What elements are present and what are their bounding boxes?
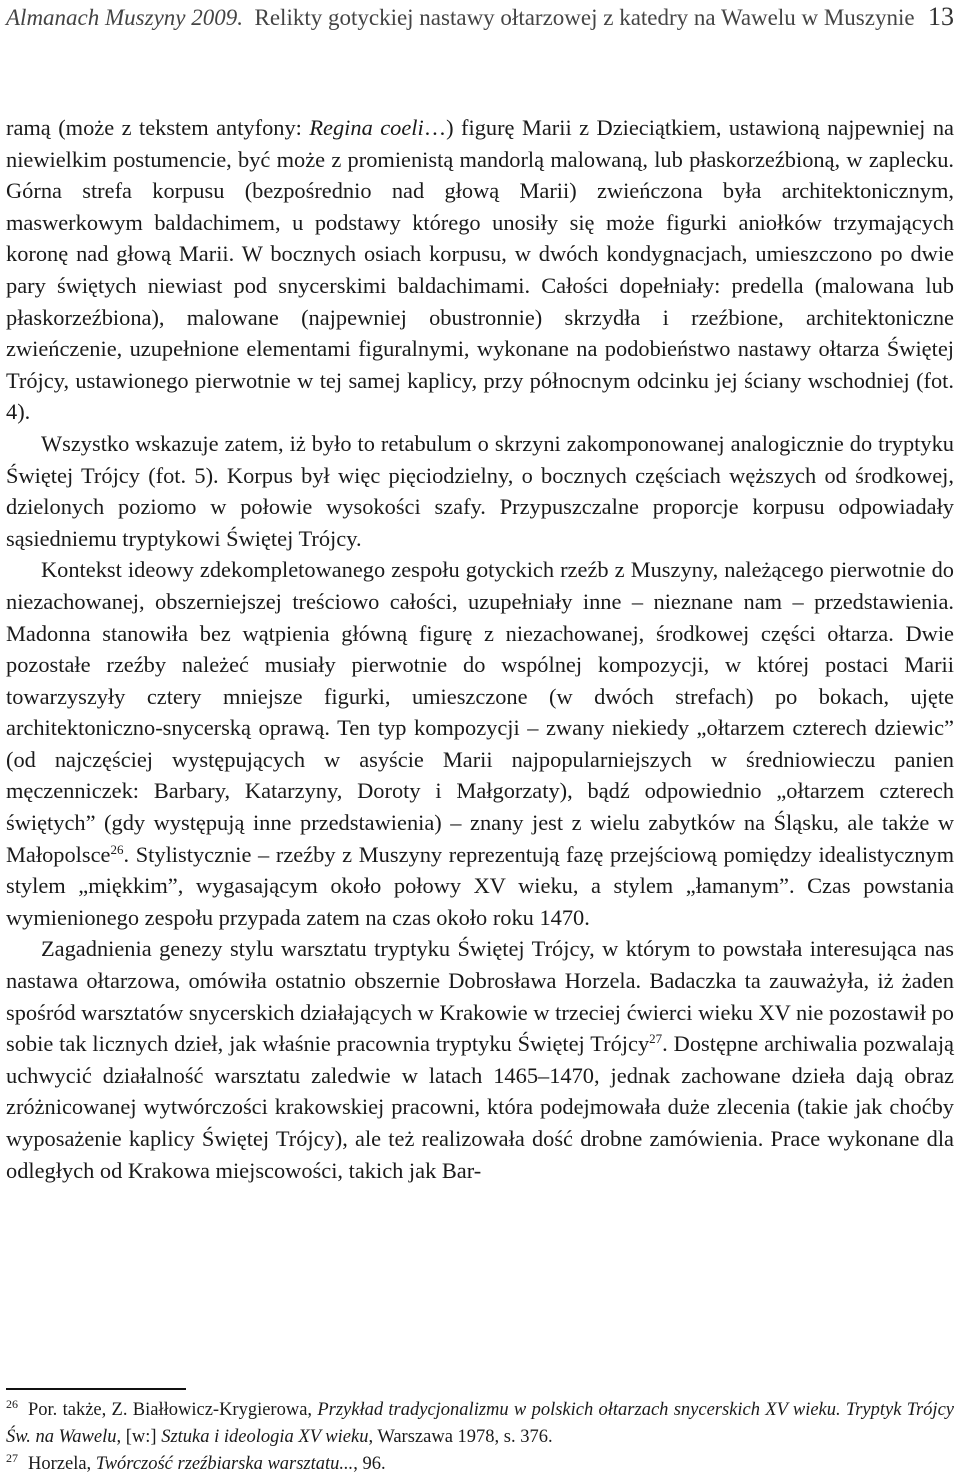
main-text (6, 112, 954, 1186)
paragraph-3-text-b: . Stylistycznie – rzeźby z Muszyny reprezentują fazę przejściową pomiędzy idealistycznym stylem „miękkim”, wygasającym około połowy XV wieku, a stylem „łamanym”. Czas powstania wymienionego zespołu przypada zatem na czas około roku 1470. (6, 841, 954, 930)
footnote-ref-26[interactable]: 26 (110, 841, 124, 857)
paragraph-1-italic: Regina coeli (309, 115, 424, 140)
journal-name: Almanach Muszyny 2009. (6, 5, 243, 30)
footnote-26-italic-a: Przykład tradycjonalizmu w polskich ołtarzach snycerskich XV wieku. Tryptyk Trójcy Św. na Wawelu (6, 1400, 954, 1447)
footnote-27-italic: Twórczość rzeźbiarska warsztatu... (95, 1454, 354, 1474)
paragraph-3 (6, 554, 954, 933)
running-header-title (6, 5, 915, 31)
footnote-ref-27[interactable]: 27 (649, 1031, 663, 1047)
footnote-27-text-b: , 96. (353, 1454, 386, 1474)
footnote-26-text-c: , Warszawa 1978, s. 376. (368, 1427, 553, 1447)
paragraph-3-text-a: Kontekst ideowy zdekompletowanego zespołu gotyckich rzeźb z Muszyny, należącego pierwotnie do niezachowanej, obszerniejszej treściowo całości, uzupełniały inne – nieznane nam – przedstawienia. Madonna stanowiła bez wątpienia główną figurę z niezachowanej, środkowej części ołtarza. Dwie pozostałe rzeźby należeć musiały pierwotnie do wspólnej kompozycji, w której postaci Marii towarzyszyły cztery mniejsze figurki, umieszczone (w dwóch strefach) po bokach, ujęte architektoniczno-snycerską oprawą. Ten typ kompozycji – zwany niekiedy „ołtarzem czterech dziewic” (od najczęściej występujących w asyście Marii najpopularniejszych w średniowieczu panien męczenniczek: Barbary, Katarzyny, Doroty i Małgorzaty), bądź odpowiednio „ołtarzem czterech świętych” (gdy występują inne przedstawienia) – znany jest z wielu zabytków na Śląsku, ale także w Małopolsce (6, 557, 954, 867)
footnote-26-mark: 26 (6, 1397, 18, 1411)
footnote-26 (6, 1397, 954, 1451)
footnote-27 (6, 1451, 954, 1478)
paragraph-1-text-a: ramą (może z tekstem antyfony: (6, 115, 310, 140)
paragraph-1-text-b: …) figurę Marii z Dzieciątkiem, ustawioną najpewniej na niewielkim postumencie, być może z promienistą mandorlą malowaną, lub płaskorzeźbioną, w zaplecku. Górna strefa korpusu (bezpośrednio nad głową Marii) zwieńczona była architektonicznym, maswerkowym baldachimem, u podstawy którego unosiły się może figurki aniołków trzymających koronę nad głową Marii. W bocznych osiach korpusu, w dwóch kondygnacjach, umieszczono po dwie pary świętych niewiast pod snycerskimi baldachimami. Całości dopełniały: predella (malowana lub płaskorzeźbiona), malowane (najpewniej obustronnie) skrzydła i rzeźbione, architektoniczne zwieńczenie, uzupełnione elementami figuralnymi, wykonane na podobieństwo nastawy ołtarza Świętej Trójcy, ustawionego pierwotnie w tej samej kaplicy, przy północnym odcinku jej ściany wschodniej (fot. 4). (6, 115, 954, 425)
paragraph-1 (6, 112, 954, 428)
paragraph-4 (6, 933, 954, 1186)
paragraph-2: Wszystko wskazuje zatem, iż było to retabulum o skrzyni zakomponowanej analogicznie do tryptyku Świętej Trójcy (fot. 5). Korpus był więc pięciodzielny, o bocznych częściach węższych od środkowej, dzielonych poziomo w połowie wysokości szafy. Przypuszczalne proporcje korpusu odpowiadały sąsiedniemu tryptykowi Świętej Trójcy. (6, 430, 954, 551)
footnote-26-text-b: , [w:] (116, 1427, 162, 1447)
footnote-27-mark: 27 (6, 1451, 18, 1465)
footnote-26-text-a: Por. także, Z. Białłowicz-Krygierowa, (28, 1400, 318, 1420)
paragraph-4-text-a: Zagadnienia genezy stylu warsztatu tryptyku Świętej Trójcy, w którym to powstała interesująca nas nastawa ołtarzowa, omówiła ostatnio obszernie Dobrosława Horzela. Badaczka ta zauważyła, iż żaden spośród warsztatów snycerskich działających w Krakowie w trzeciej ćwierci wieku XV nie pozostawił po sobie tak licznych dzieł, jak właśnie pracownia tryptyku Świętej Trójcy (6, 936, 954, 1057)
footnotes (6, 1397, 954, 1478)
article-title: Relikty gotyckiej nastawy ołtarzowej z katedry na Wawelu w Muszynie (254, 5, 915, 30)
footnote-27-text-a: Horzela, (28, 1454, 96, 1474)
footnote-26-italic-b: Sztuka i ideologia XV wieku (161, 1427, 369, 1447)
paragraph-4-text-b: . Dostępne archiwalia pozwalają uchwycić działalność warsztatu zaledwie w latach 1465–1470, jednak zachowane dzieła dają obraz zróżnicowanej wytwórczości krakowskiej pracowni, która podejmowała duże zlecenia (takie jak choćby wyposażenie kaplicy Świętej Trójcy), ale też realizowała dość drobne zamówienia. Prace wykonane dla odległych od Krakowa miejscowości, takich jak Bar- (6, 1031, 954, 1183)
running-header (6, 2, 954, 36)
page-number: 13 (928, 2, 954, 31)
footnote-separator (6, 1388, 186, 1390)
